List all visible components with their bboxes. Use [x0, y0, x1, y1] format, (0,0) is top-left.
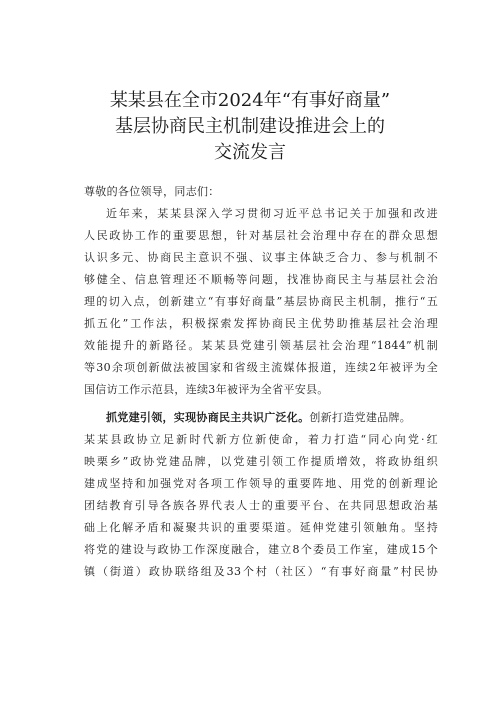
document-title: [40, 88, 460, 166]
paragraph-line: 镇（街道）政协联络组及33个村（社区）“有事好商量”村民协: [84, 565, 438, 578]
title-line-1: 某某县在全市2024年“有事好商量”: [109, 90, 391, 111]
paragraph-line: 够健全、信息管理还不顺畅等问题，找准协商民主与基层社会治: [84, 273, 438, 286]
paragraph-line: 近年来，某某县深入学习贯彻习近平总书记关于加强和改进: [106, 207, 438, 220]
title-line-3: 交流发言: [214, 142, 286, 163]
paragraph-line: 国信访工作示范县，连续3年被评为全省平安县。: [84, 383, 329, 396]
paragraph-1: [84, 203, 438, 401]
paragraph-line: 团结教育引导各族各界代表人士的重要平台、在共同思想政治基: [84, 499, 438, 512]
paragraph-line: 础上化解矛盾和凝聚共识的重要渠道。延伸党建引领触角。坚持: [84, 521, 438, 534]
paragraph-line: 映栗乡”政协党建品牌，以党建引领工作提质增效，将政协组织: [84, 455, 438, 468]
paragraph-line: 将党的建设与政协工作深度融合，建立8个委员工作室，建成15个: [84, 543, 438, 556]
title-line-2: 基层协商民主机制建设推进会上的: [115, 116, 385, 137]
paragraph-line: 抓五化”工作法，积极探索发挥协商民主优势助推基层社会治理: [84, 317, 438, 330]
section-heading: 抓党建引领，实现协商民主共识广泛化。: [106, 411, 310, 424]
paragraph-text: 创新打造党建品牌。: [309, 411, 412, 424]
paragraph-line: 建成坚持和加强党对各项工作领导的重要阵地、用党的创新理论: [84, 477, 438, 490]
paragraph-line: 理的切入点，创新建立“有事好商量”基层协商民主机制，推行“五: [84, 295, 438, 308]
paragraph-line: 人民政协工作的重要思想，针对基层社会治理中存在的群众思想: [84, 229, 438, 242]
paragraph-line: [84, 407, 438, 429]
document-body: [84, 181, 438, 583]
paragraph-2: [84, 407, 438, 583]
paragraph-line: 某某县政协立足新时代新方位新使命，着力打造“同心向党·红: [84, 433, 438, 446]
paragraph-line: 等30余项创新做法被国家和省级主流媒体报道，连续2年被评为全: [84, 361, 438, 374]
salutation: 尊敬的各位领导，同志们：: [84, 185, 220, 198]
paragraph-line: 效能提升的新路径。某某县党建引领基层社会治理“1844”机制: [84, 339, 438, 352]
paragraph-line: 认识多元、协商民主意识不强、议事主体缺乏合力、参与机制不: [84, 251, 438, 264]
